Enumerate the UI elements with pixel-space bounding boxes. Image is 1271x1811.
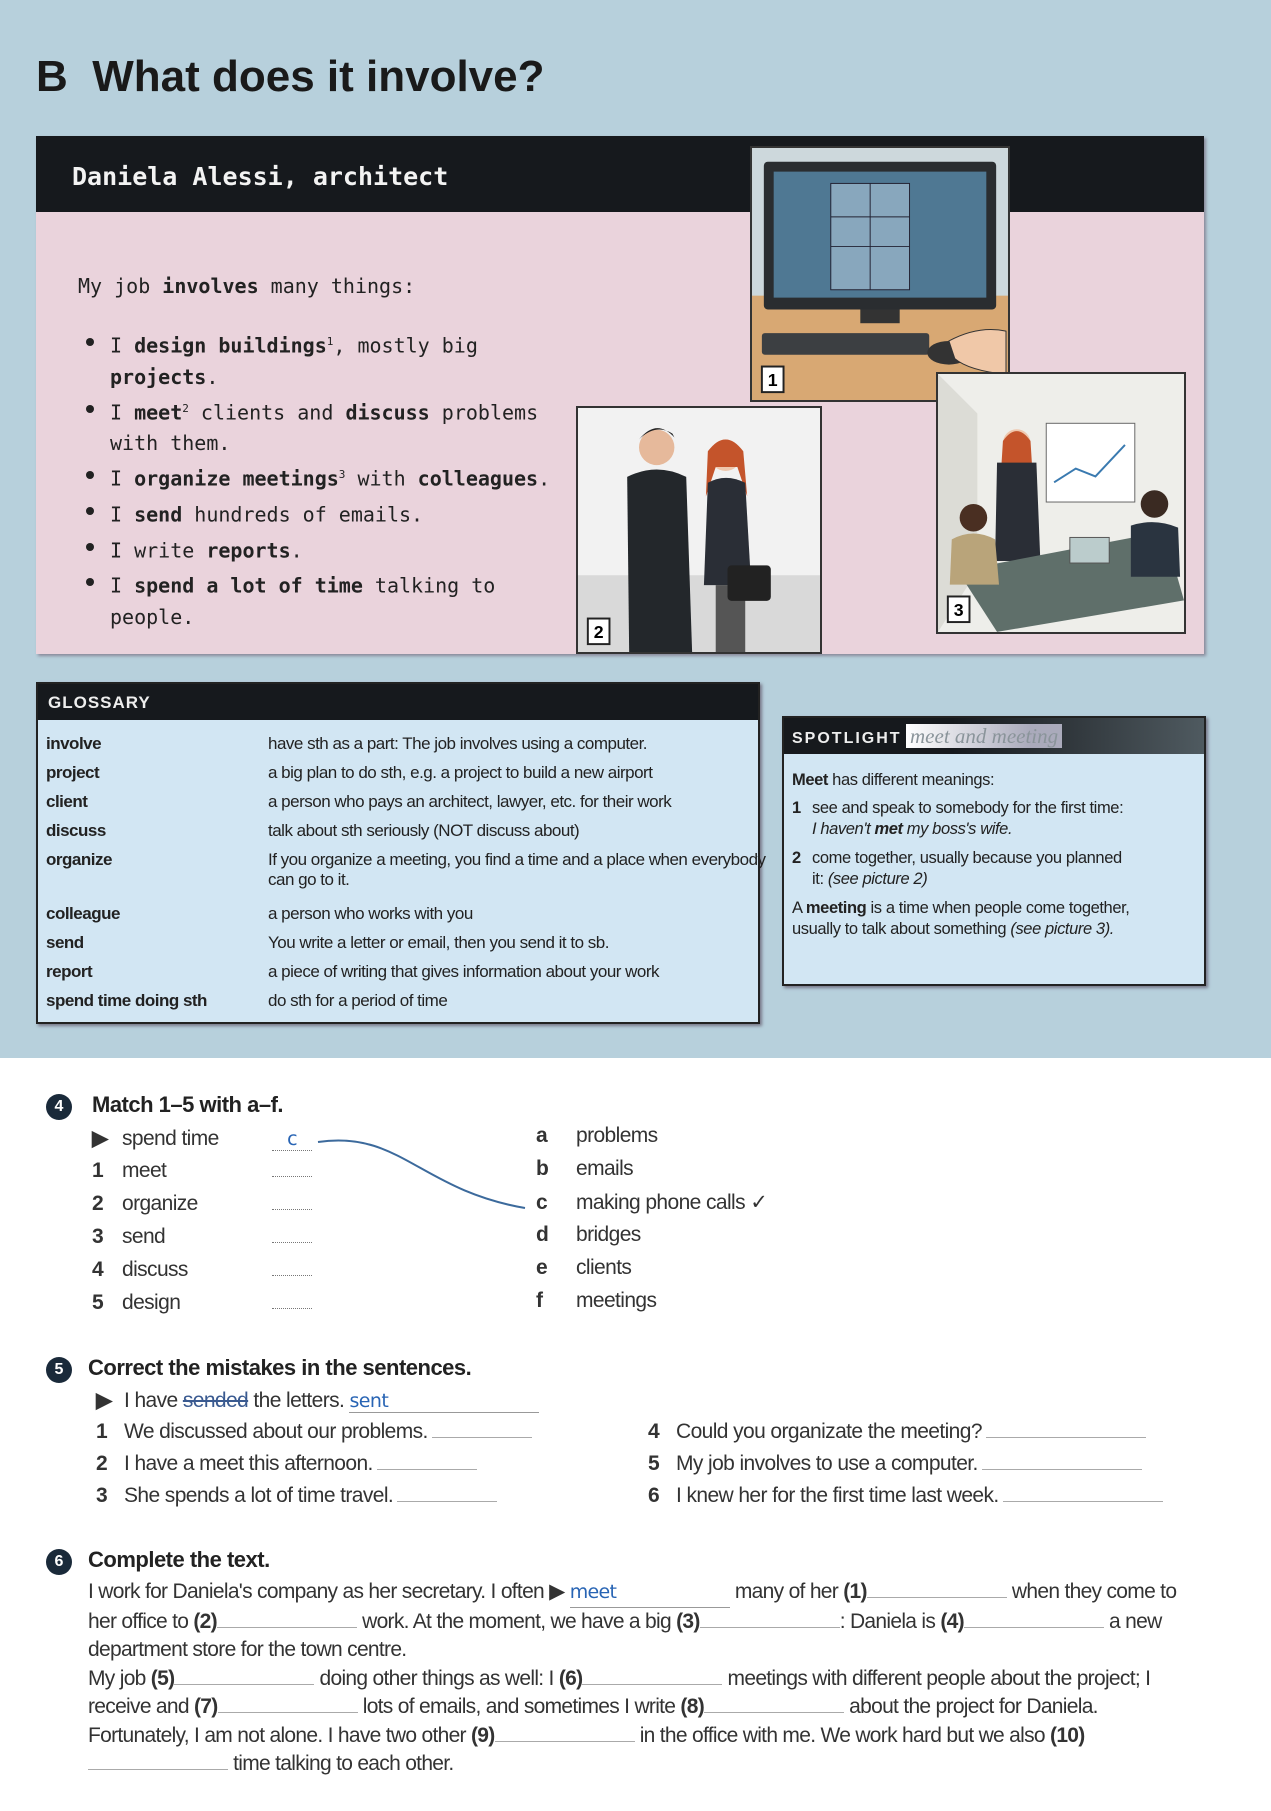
profile-intro: My job involves many things: xyxy=(78,274,416,298)
match-answer-field[interactable] xyxy=(272,1308,312,1309)
answer-field[interactable] xyxy=(432,1437,532,1438)
answer-field[interactable] xyxy=(986,1437,1146,1438)
match-item-right: d bridges xyxy=(536,1223,641,1246)
glossary-definition: a person who works with you xyxy=(268,904,473,923)
gap-field[interactable] xyxy=(218,1712,358,1713)
gap-field[interactable] xyxy=(88,1769,228,1770)
bullet-item: I write reports. xyxy=(82,531,582,567)
gap-number: (5) xyxy=(150,1666,175,1690)
correction-item: 4 Could you organizate the meeting? xyxy=(648,1420,1146,1444)
glossary-word: send xyxy=(46,933,84,952)
match-item-left: ▶ spend time c xyxy=(92,1126,312,1151)
match-item-left: 5 design xyxy=(92,1291,312,1315)
glossary-word: spend time doing sth xyxy=(46,991,207,1010)
glossary-definition: You write a letter or email, then you send it to sb. xyxy=(268,933,609,952)
svg-text:1: 1 xyxy=(767,370,778,391)
glossary-word: discuss xyxy=(46,821,106,840)
gap-number: (2) xyxy=(193,1609,217,1633)
section-title: B What does it involve? xyxy=(36,52,545,101)
match-answer-field[interactable] xyxy=(272,1209,312,1210)
gap-field[interactable] xyxy=(700,1627,840,1628)
correction-item: 1 We discussed about our problems. xyxy=(96,1420,532,1444)
match-item-right: e clients xyxy=(536,1256,632,1279)
gap-field[interactable] xyxy=(867,1597,1007,1598)
gap-number: (9) xyxy=(470,1723,495,1747)
gap-number: (7) xyxy=(194,1695,218,1718)
exercise-6-title: Complete the text. xyxy=(88,1547,270,1572)
spotlight-header: SPOTLIGHT meet and meeting xyxy=(784,718,1204,754)
answer-field[interactable] xyxy=(397,1501,497,1502)
glossary-definition: do sth for a period of time xyxy=(268,991,448,1010)
match-item-left: 1 meet xyxy=(92,1159,312,1183)
gap-number: (6) xyxy=(558,1666,583,1690)
picture-1-computer xyxy=(750,146,1010,402)
match-item-left: 4 discuss xyxy=(92,1258,312,1282)
match-item-right: c making phone calls ✓ xyxy=(536,1191,768,1214)
gap-number: (8) xyxy=(680,1695,704,1718)
bullet-item: I send hundreds of emails. xyxy=(82,495,582,531)
match-item-left: 3 send xyxy=(92,1225,312,1249)
glossary-word: organize xyxy=(46,850,112,869)
glossary-word: involve xyxy=(46,734,102,753)
glossary-box xyxy=(36,682,766,1024)
profile-name: Daniela Alessi, architect xyxy=(72,162,449,191)
answer-field[interactable]: sent xyxy=(349,1390,539,1413)
glossary-word: report xyxy=(46,962,93,981)
picture-3-meeting xyxy=(936,372,1186,634)
correction-item: 3 She spends a lot of time travel. xyxy=(96,1484,497,1508)
exercise-6-text: I work for Daniela's company as her secretary. I often ▶ meet many of her (1) when they come to her office to (2) work. At the moment, we have a big (3) : Daniela is (4) a new department store for the town centre. My job (5) doing other things as well: I (6) meetings with different people about the project; I receive and (7) lots of emails, and sometimes I write (8) about the project for Daniela. Fortunately, I am not alone. I have two other (9) in the office with me. We work hard but we also (10) time talking to each other. xyxy=(88,1580,1177,1775)
glossary-definition: a big plan to do sth, e.g. a project to build a new airport xyxy=(268,763,653,782)
glossary-word: colleague xyxy=(46,904,120,923)
exercise-5-number: 5 xyxy=(46,1357,72,1383)
glossary-definition: a person who pays an architect, lawyer, etc. for their work xyxy=(268,792,672,811)
glossary-word: client xyxy=(46,792,88,811)
correction-item: 5 My job involves to use a computer. xyxy=(648,1452,1142,1476)
glossary-title: GLOSSARY xyxy=(38,684,758,720)
gap-field[interactable] xyxy=(704,1712,844,1713)
match-answer-field[interactable] xyxy=(272,1242,312,1243)
profile-header xyxy=(36,136,1204,212)
glossary-definition: a piece of writing that gives information about your work xyxy=(268,962,660,981)
correction-item: 2 I have a meet this afternoon. xyxy=(96,1452,477,1476)
glossary-definition: If you organize a meeting, you find a time and a place when everybody can go to it. xyxy=(268,850,766,889)
glossary-definition: talk about sth seriously (NOT discuss about) xyxy=(268,821,580,840)
gap-field[interactable] xyxy=(964,1627,1104,1628)
profile-bullets xyxy=(82,326,582,633)
match-line xyxy=(310,1130,530,1210)
correction-item: 6 I knew her for the first time last week. xyxy=(648,1484,1163,1508)
gap-field[interactable] xyxy=(174,1684,314,1685)
exercise-5-example: ▶ I have sended the letters. sent xyxy=(96,1388,539,1413)
glossary-word: project xyxy=(46,763,100,782)
gap-number: (10) xyxy=(1050,1723,1085,1747)
bullet-item: I spend a lot of time talking to people. xyxy=(82,566,582,633)
picture-2-handshake xyxy=(576,406,822,654)
match-answer-field[interactable] xyxy=(272,1275,312,1276)
gap-field[interactable] xyxy=(217,1627,357,1628)
spotlight-box: SPOTLIGHT meet and meeting Meet has different meanings: 1 see and speak to somebody for the first time: I haven't met my boss's wife. 2 come together, usually because you planned it: (see picture 2) A meeting is a time when people come together, usually to talk about something (see picture 3). xyxy=(782,716,1206,986)
glossary-definition: have sth as a part: The job involves using a computer. xyxy=(268,734,648,753)
exercise-6-number: 6 xyxy=(46,1549,72,1575)
gap-number: (1) xyxy=(843,1580,867,1603)
answer-field[interactable] xyxy=(982,1469,1142,1470)
match-item-right: b emails xyxy=(536,1157,634,1180)
bullet-item: I organize meetings$^3$ with colleagues. xyxy=(82,459,582,495)
example-answer-field[interactable]: meet xyxy=(570,1578,730,1608)
exercise-4-number: 4 xyxy=(46,1094,72,1120)
bullet-item: I design buildings$^1$, mostly big projects. xyxy=(82,326,582,393)
gap-number: (4) xyxy=(940,1609,964,1633)
match-item-right: a problems xyxy=(536,1124,658,1147)
answer-field[interactable] xyxy=(1003,1501,1163,1502)
answer-field[interactable] xyxy=(377,1469,477,1470)
profile-box xyxy=(36,136,1204,654)
svg-text:2: 2 xyxy=(593,622,604,643)
match-answer-field[interactable] xyxy=(272,1176,312,1177)
exercise-4-title: Match 1–5 with a–f. xyxy=(92,1092,284,1117)
gap-number: (3) xyxy=(676,1609,700,1633)
exercise-5-title: Correct the mistakes in the sentences. xyxy=(88,1355,472,1380)
match-item-right: f meetings xyxy=(536,1289,657,1312)
gap-field[interactable] xyxy=(495,1741,635,1742)
match-item-left: 2 organize xyxy=(92,1192,312,1216)
svg-text:3: 3 xyxy=(953,600,964,621)
gap-field[interactable] xyxy=(582,1684,722,1685)
bullet-item: I meet$^2$ clients and discuss problems with them. xyxy=(82,393,582,460)
match-answer-field[interactable]: c xyxy=(272,1128,312,1151)
